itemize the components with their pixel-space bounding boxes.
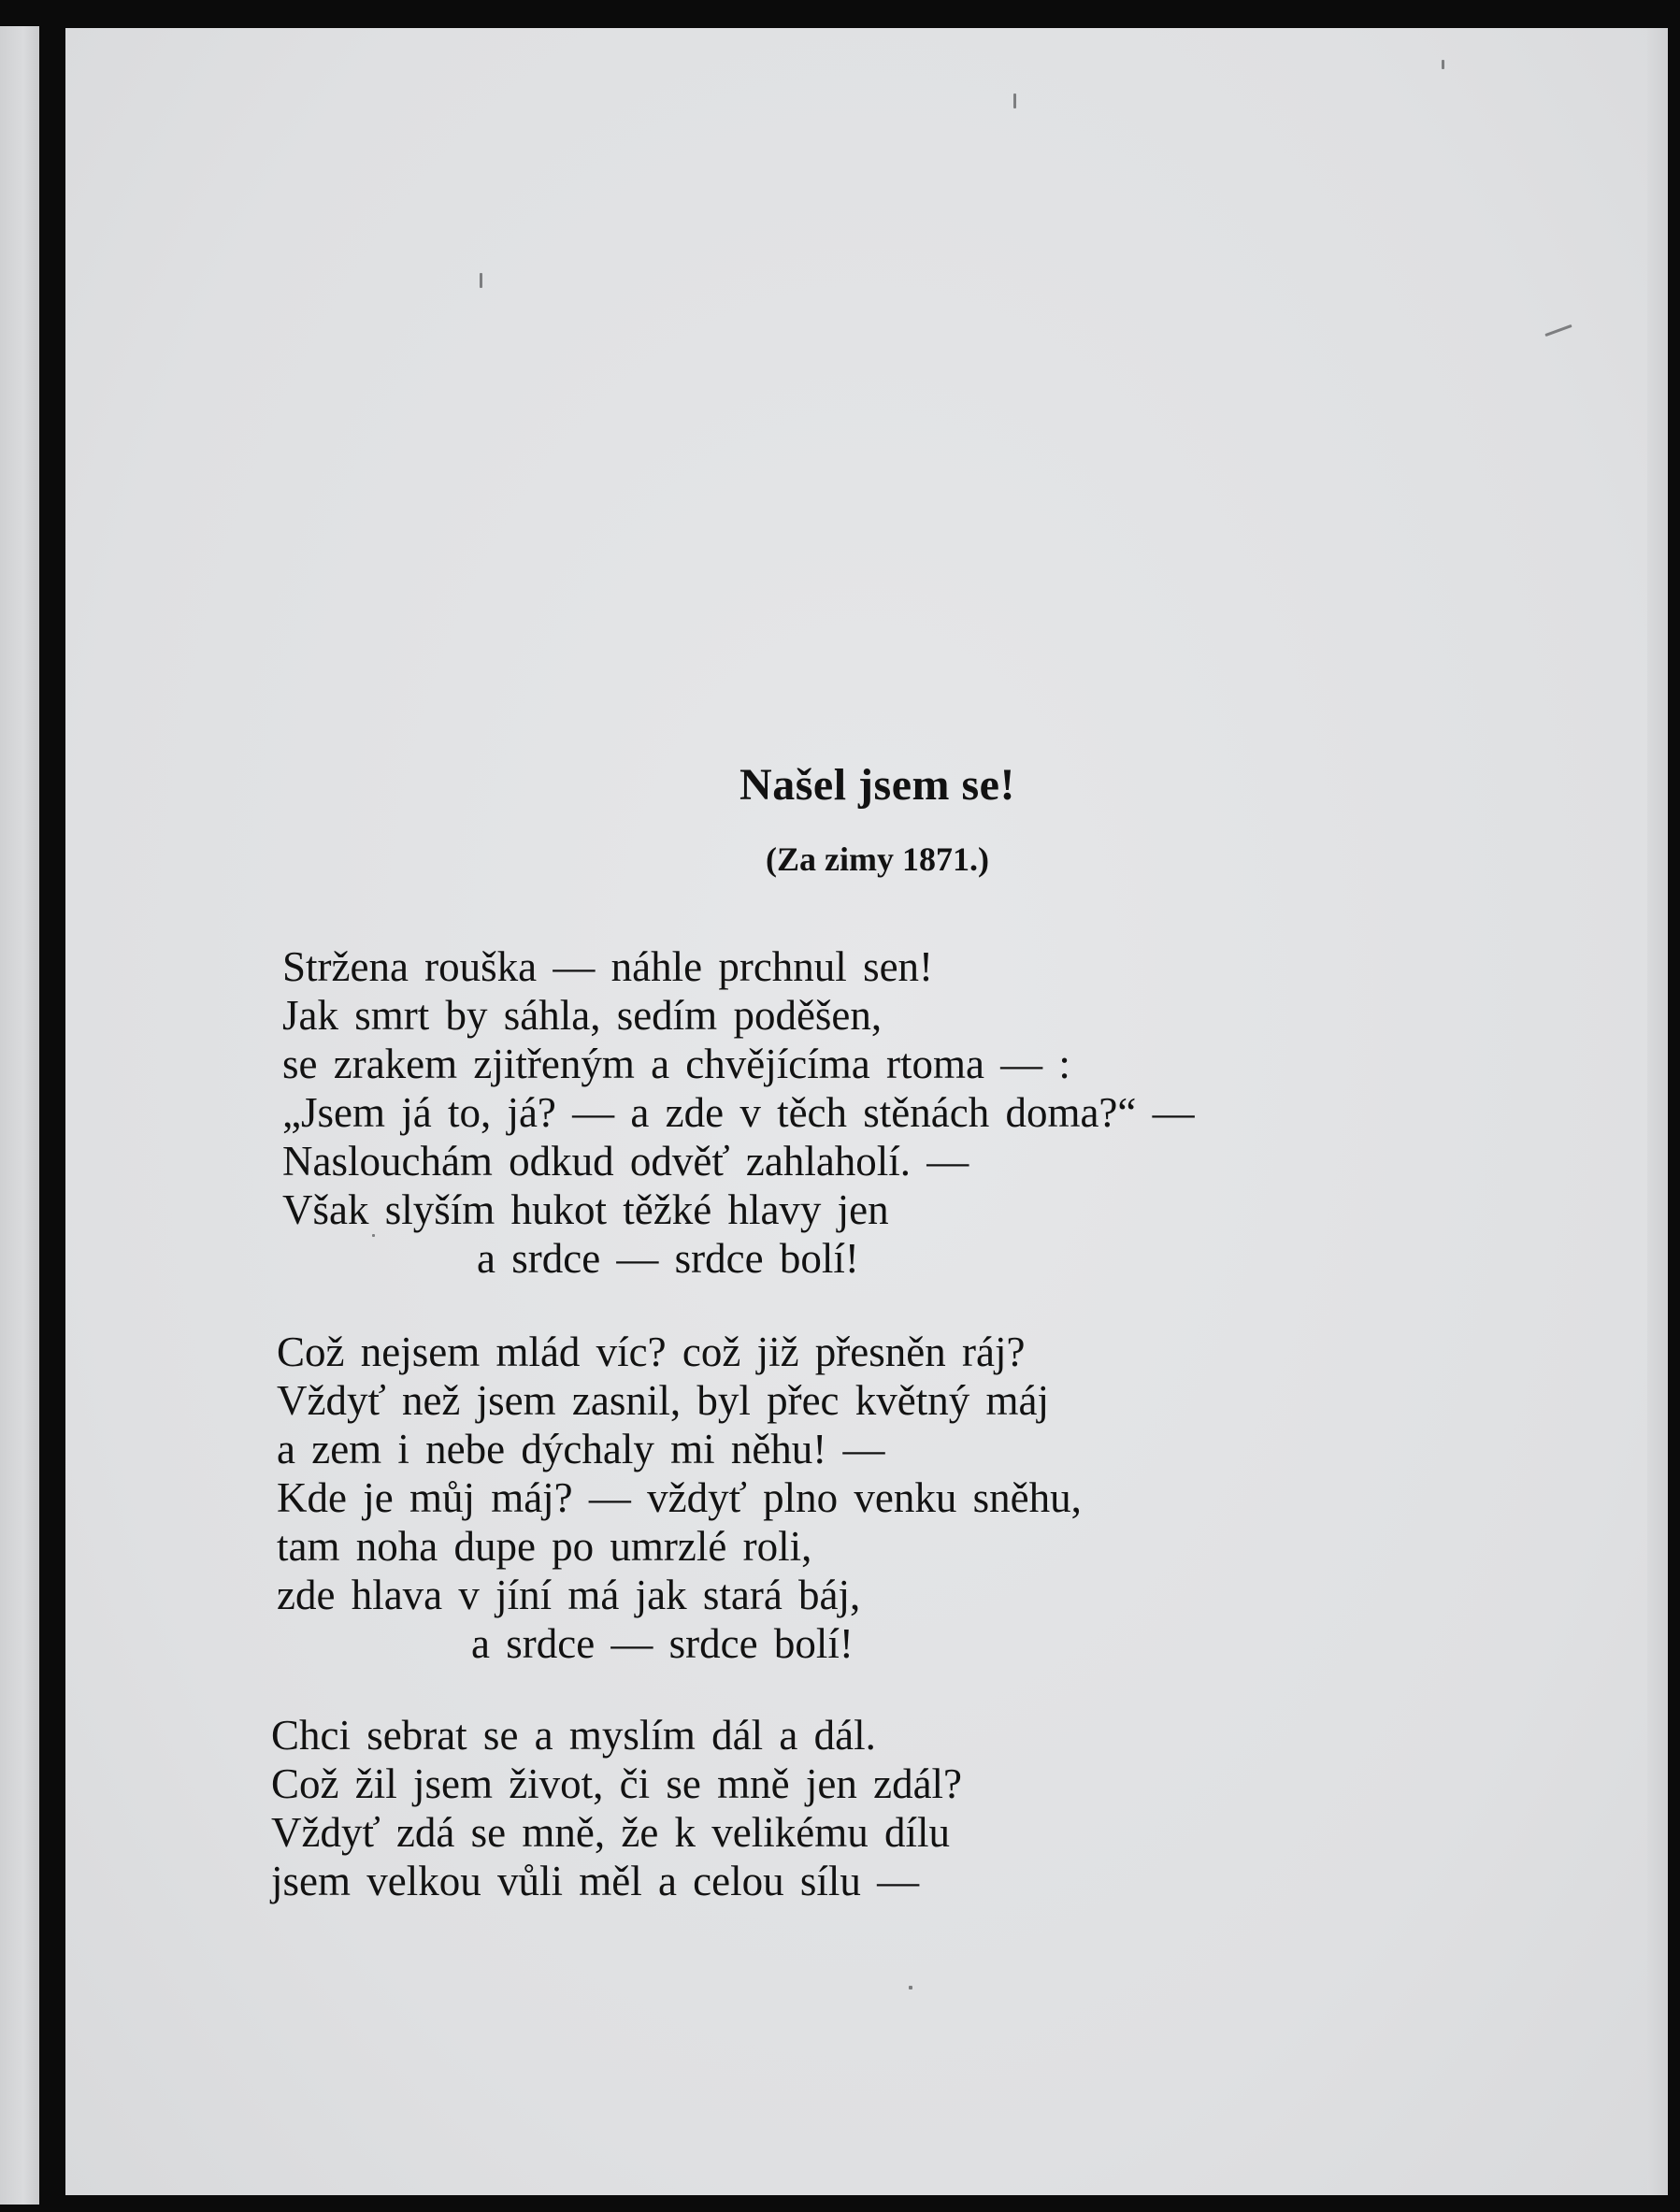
poem-line: Vždyť zdá se mně, že k velikému dílu: [271, 1809, 951, 1856]
stanza-2: [277, 1328, 1082, 1668]
poem-line: Což nejsem mlád víc? což již přesněn ráj?: [277, 1329, 1026, 1375]
poem-subtitle: (Za zimy 1871.): [766, 840, 989, 878]
poem-line: jsem velkou vůli měl a celou sílu —: [271, 1858, 920, 1904]
poem-line: zde hlava v jíní má jak stará báj,: [277, 1572, 861, 1618]
poem-line: Kde je můj máj? — vždyť plno venku sněhu,: [277, 1474, 1082, 1521]
poem-line: Naslouchám odkud odvěť zahlaholí. —: [282, 1138, 969, 1185]
poem-line: Což žil jsem život, či se mně jen zdál?: [271, 1760, 963, 1807]
poem-line: tam noha dupe po umrzlé roli,: [277, 1523, 812, 1570]
adjacent-page-edge: [0, 26, 39, 2205]
stanza-3: [271, 1711, 962, 1905]
page-right-edge: [1647, 28, 1668, 2195]
poem-line: Jak smrt by sáhla, sedím poděšen,: [282, 992, 883, 1039]
poem-title: Našel jsem se!: [739, 760, 1015, 810]
poem-line: Chci sebrat se a myslím dál a dál.: [271, 1712, 876, 1759]
poem-line: Však slyším hukot těžké hlavy jen: [282, 1186, 889, 1233]
stanza-1: [282, 942, 1195, 1283]
poem-line: Vždyť než jsem zasnil, byl přec květný máj: [277, 1377, 1049, 1424]
poem-refrain-line: a srdce — srdce bolí!: [471, 1620, 854, 1667]
poem-line: „Jsem já to, já? — a zde v těch stěnách doma?“ —: [282, 1089, 1195, 1136]
scan-speck: [1013, 93, 1016, 108]
scan-speck: [1442, 60, 1444, 69]
poem-line: se zrakem zjitřeným a chvějícíma rtoma — :: [282, 1041, 1070, 1087]
poem-line: a zem i nebe dýchaly mi něhu! —: [277, 1426, 885, 1472]
scan-speck: [909, 1986, 912, 1989]
poem-refrain-line: a srdce — srdce bolí!: [477, 1235, 859, 1282]
scan-speck: [480, 273, 482, 288]
poem-line: Stržena rouška — náhle prchnul sen!: [282, 943, 934, 990]
